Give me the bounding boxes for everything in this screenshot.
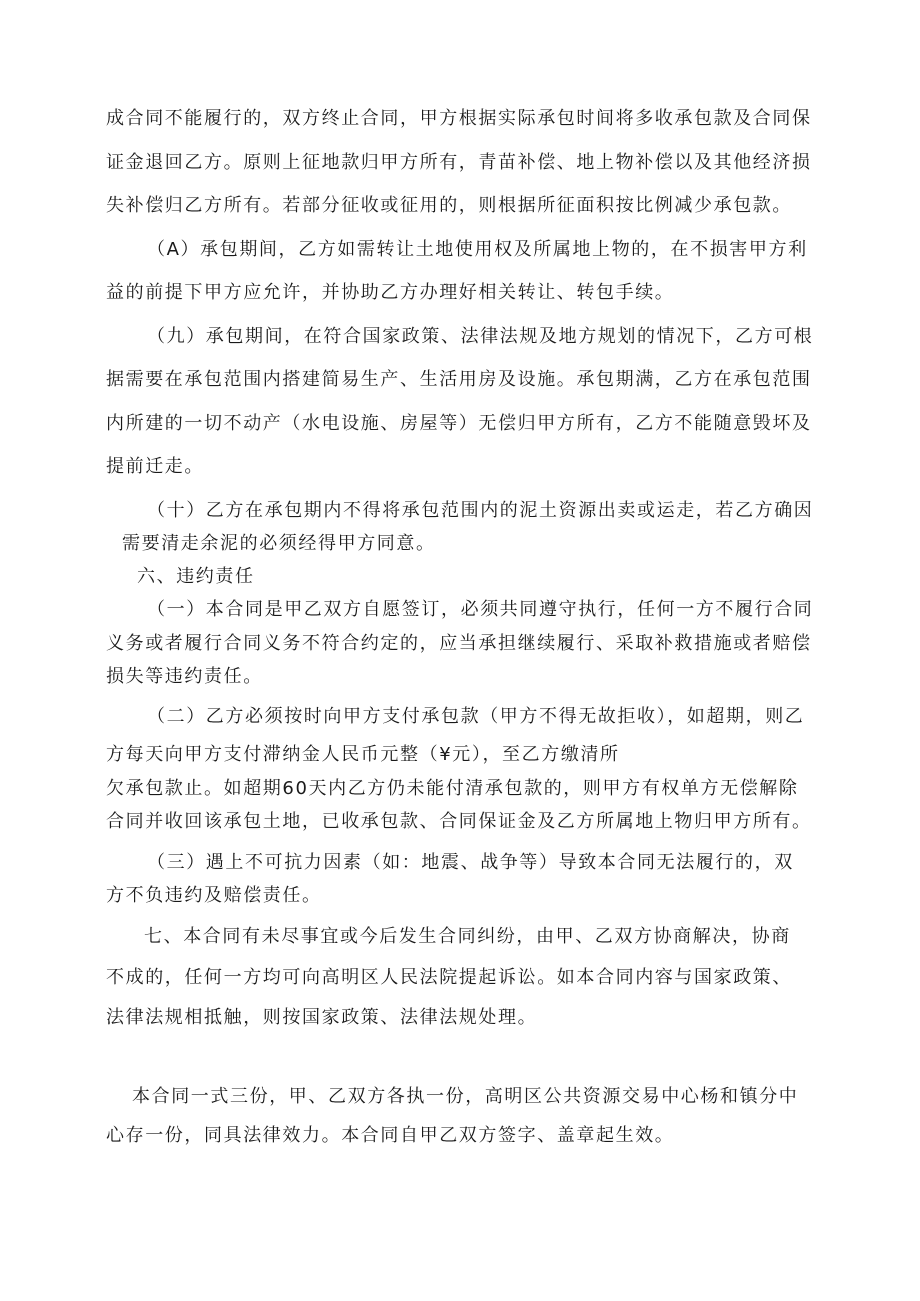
text-line: 益的前提下甲方应允许，并协助乙方办理好相关转让、转包手续。 bbox=[106, 282, 675, 303]
text-line: 方每天向甲方支付滞纳金人民币元整（¥元），至乙方缴清所 bbox=[106, 744, 620, 765]
text-line: 欠承包款止。如超期60天内乙方仍未能付清承包款的，则甲方有权单方无偿解除 bbox=[106, 778, 799, 799]
text-line: （十）乙方在承包期内不得将承包范围内的泥土资源出卖或运走，若乙方确因 bbox=[147, 500, 814, 521]
text-line: 法律法规相抵触，则按国家政策、法律法规处理。 bbox=[106, 1007, 538, 1028]
text-line: 需要清走余泥的必须经得甲方同意。 bbox=[122, 533, 436, 554]
text-line: 据需要在承包范围内搭建简易生产、生活用房及设施。承包期满，乙方在承包范围 bbox=[106, 369, 812, 390]
section-heading: 六、违约责任 bbox=[137, 566, 255, 587]
text-line: 成合同不能履行的，双方终止合同，甲方根据实际承包时间将多收承包款及合同保 bbox=[106, 108, 812, 129]
text-line: （A）承包期间，乙方如需转让土地使用权及所属地上物的，在不损害甲方利 bbox=[147, 239, 808, 260]
text-line: 方不负违约及赔偿责任。 bbox=[106, 885, 322, 906]
text-line: 心存一份，同具法律效力。本合同自甲乙双方签字、盖章起生效。 bbox=[106, 1125, 675, 1146]
text-line: 内所建的一切不动产（水电设施、房屋等）无偿归甲方所有，乙方不能随意毁坏及 bbox=[106, 413, 812, 434]
text-line: 失补偿归乙方所有。若部分征收或征用的，则根据所征面积按比例减少承包款。 bbox=[106, 195, 792, 216]
text-line: （一）本合同是甲乙双方自愿签订，必须共同遵守执行，任何一方不履行合同 bbox=[147, 599, 814, 620]
text-line: 不成的，任何一方均可向高明区人民法院提起诉讼。如本合同内容与国家政策、 bbox=[106, 967, 792, 988]
text-line: （三）遇上不可抗力因素（如：地震、战争等）导致本合同无法履行的，双 bbox=[147, 852, 794, 873]
text-line: 义务或者履行合同义务不符合约定的，应当承担继续履行、采取补救措施或者赔偿 bbox=[106, 633, 812, 654]
text-line: 损失等违约责任。 bbox=[106, 666, 263, 687]
text-line: 七、本合同有未尽事宜或今后发生合同纠纷，由甲、乙双方协商解决，协商 bbox=[144, 926, 791, 947]
text-line: 合同并收回该承包土地，已收承包款、合同保证金及乙方所属地上物归甲方所有。 bbox=[106, 811, 812, 832]
text-line: 证金退回乙方。原则上征地款归甲方所有，青苗补偿、地上物补偿以及其他经济损 bbox=[106, 152, 812, 173]
text-line: 本合同一式三份，甲、乙双方各执一份，高明区公共资源交易中心杨和镇分中 bbox=[132, 1086, 799, 1107]
text-line: （九）承包期间，在符合国家政策、法律法规及地方规划的情况下，乙方可根 bbox=[147, 326, 814, 347]
text-line: （二）乙方必须按时向甲方支付承包款（甲方不得无故拒收），如超期，则乙 bbox=[147, 706, 805, 727]
text-line: 提前迁走。 bbox=[106, 456, 204, 477]
